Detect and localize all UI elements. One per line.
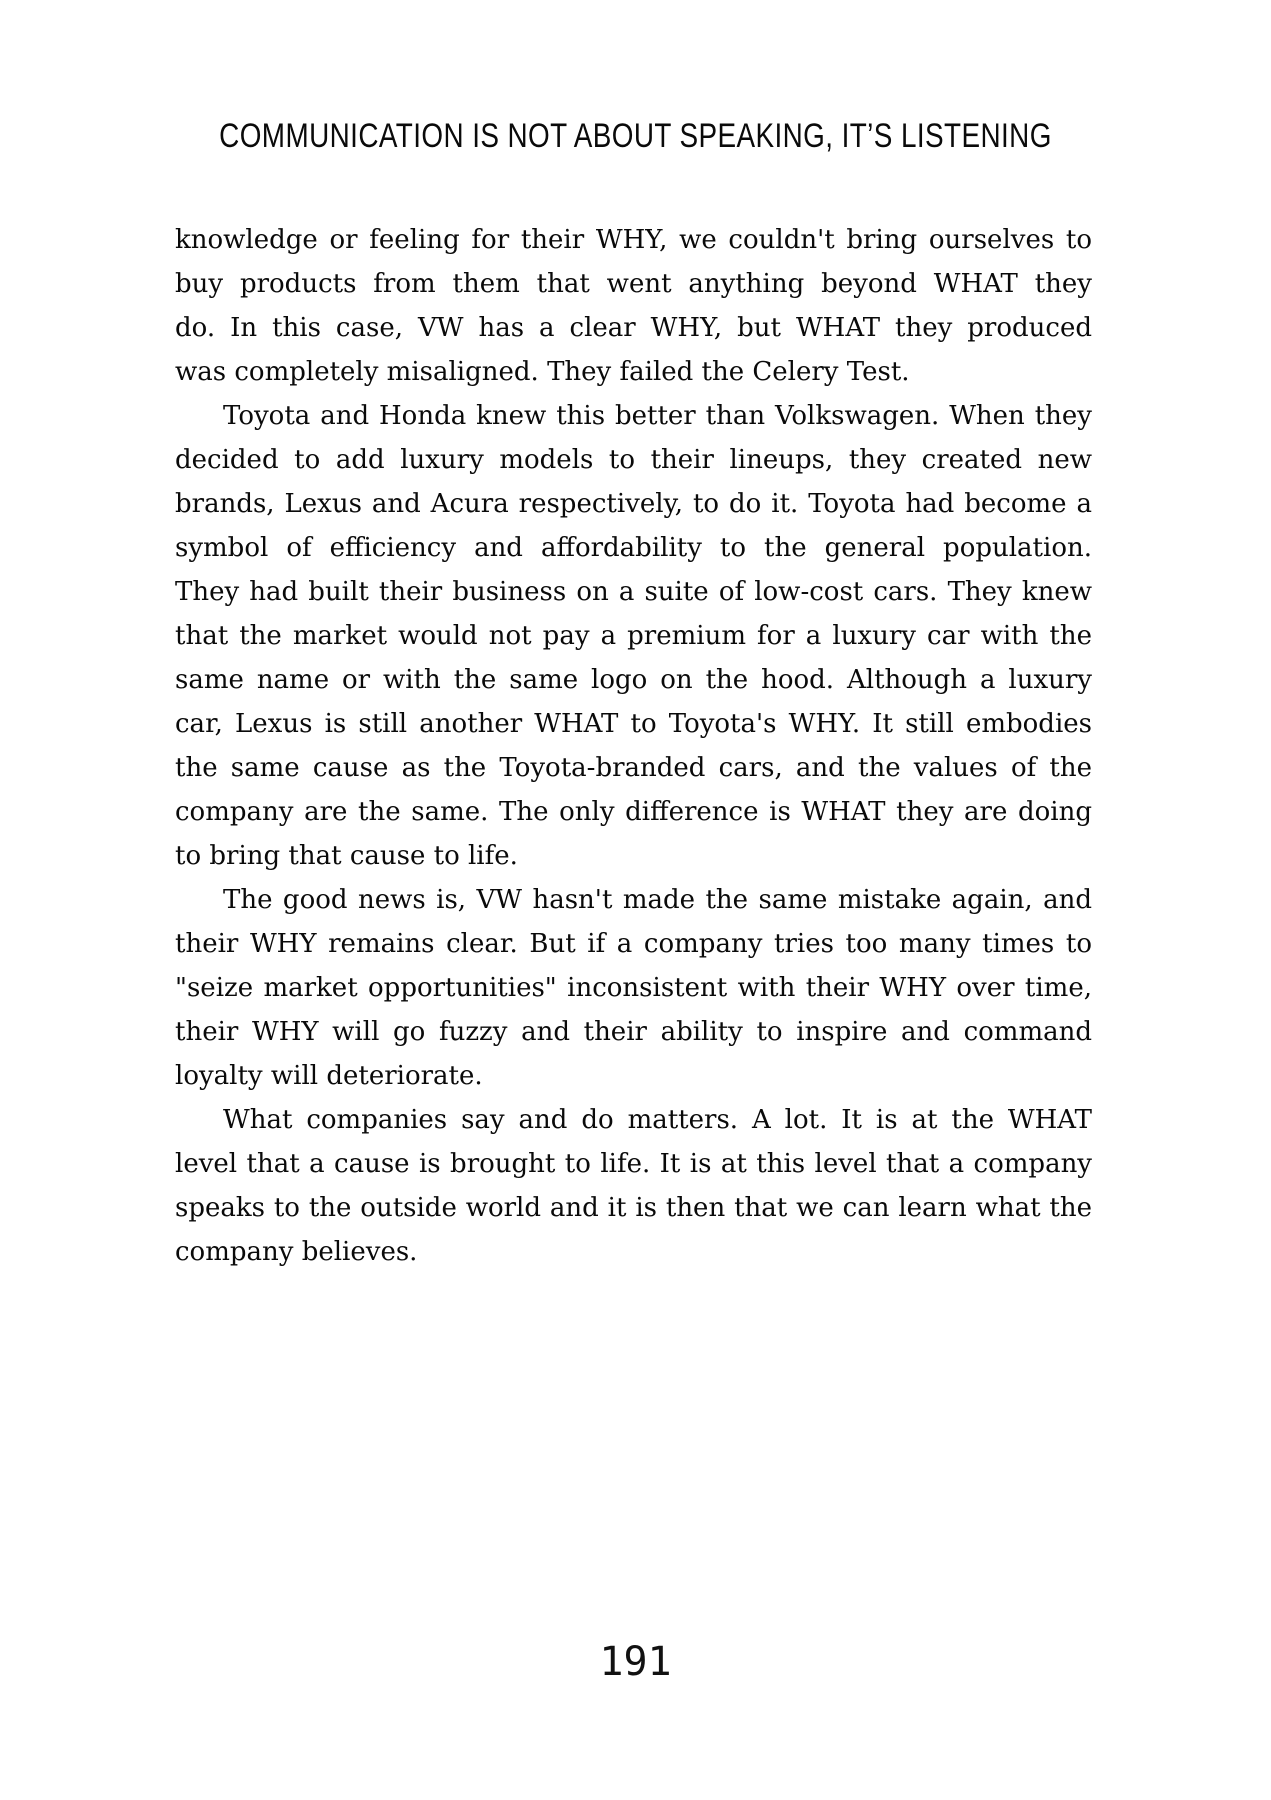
paragraph (175, 218, 1092, 394)
text-line: The good news is, VW hasn't made the same mistake again, and (223, 885, 1092, 915)
text-line: loyalty will deteriorate. (175, 1061, 483, 1091)
text-line: They had built their business on a suite of low-cost cars. They knew (175, 577, 1092, 607)
text-line: was completely misaligned. They failed the Celery Test. (175, 357, 910, 387)
text-line: Toyota and Honda knew this better than Volkswagen. When they (223, 401, 1092, 431)
text-line: that the market would not pay a premium for a luxury car with the (175, 621, 1092, 651)
text-line: company believes. (175, 1237, 418, 1267)
body-text (175, 218, 1092, 1274)
page-number: 191 (599, 1639, 672, 1685)
text-line: the same cause as the Toyota-branded cars, and the values of the (175, 753, 1092, 783)
text-line: speaks to the outside world and it is then that we can learn what the (175, 1193, 1092, 1223)
text-line: level that a cause is brought to life. It is at this level that a company (175, 1149, 1092, 1179)
text-line: buy products from them that went anything beyond WHAT they (175, 269, 1092, 299)
running-header: COMMUNICATION IS NOT ABOUT SPEAKING, IT’S LISTENING (219, 117, 1052, 155)
text-line: same name or with the same logo on the hood. Although a luxury (175, 665, 1092, 695)
text-line: symbol of efficiency and affordability to the general population. (175, 533, 1092, 563)
paragraph (175, 394, 1092, 878)
text-line: car, Lexus is still another WHAT to Toyota's WHY. It still embodies (175, 709, 1092, 739)
text-line: brands, Lexus and Acura respectively, to do it. Toyota had become a (175, 489, 1092, 519)
text-line: What companies say and do matters. A lot. It is at the WHAT (223, 1105, 1092, 1135)
paragraph (175, 1098, 1092, 1274)
text-line: their WHY remains clear. But if a company tries too many times to (175, 929, 1092, 959)
text-line: do. In this case, VW has a clear WHY, but WHAT they produced (175, 313, 1092, 343)
text-line: decided to add luxury models to their lineups, they created new (175, 445, 1092, 475)
text-line: "seize market opportunities" inconsistent with their WHY over time, (175, 973, 1092, 1003)
text-line: to bring that cause to life. (175, 841, 518, 871)
paragraph (175, 878, 1092, 1098)
text-line: knowledge or feeling for their WHY, we couldn't bring ourselves to (175, 225, 1092, 255)
text-line: their WHY will go fuzzy and their ability to inspire and command (175, 1017, 1092, 1047)
text-line: company are the same. The only difference is WHAT they are doing (175, 797, 1092, 827)
